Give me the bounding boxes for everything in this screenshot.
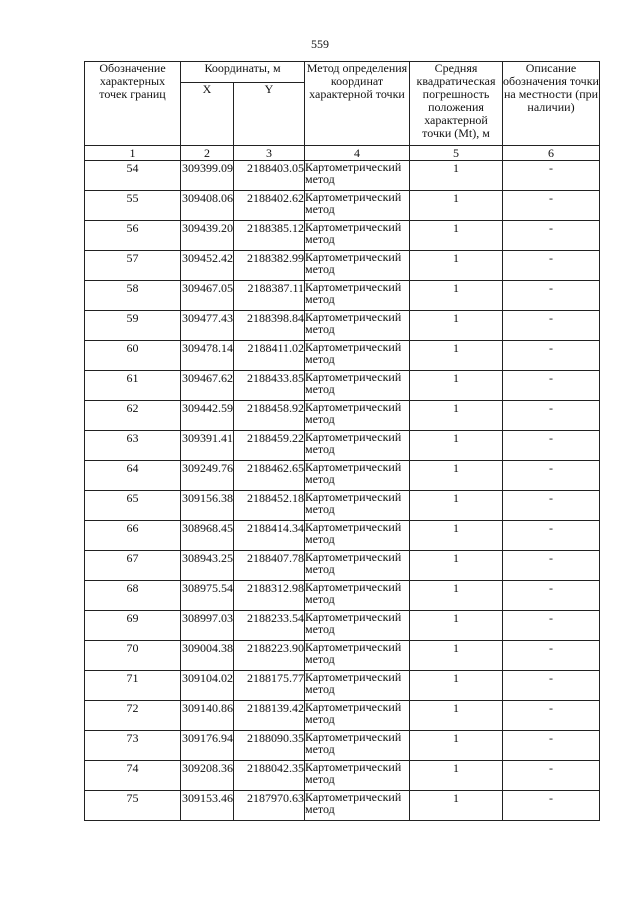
point-number-cell: 71 — [85, 671, 181, 701]
page-number: 559 — [311, 37, 329, 51]
y-coordinate-cell: 2188387.11 — [234, 281, 305, 311]
point-number-cell: 69 — [85, 611, 181, 641]
method-cell: Картометрический метод — [305, 191, 410, 221]
x-coordinate-cell: 309439.20 — [181, 221, 234, 251]
y-coordinate-cell: 2188433.85 — [234, 371, 305, 401]
table-row — [85, 281, 600, 311]
header-method: Метод определения координат характерной точки — [305, 62, 410, 146]
description-cell: - — [503, 341, 600, 371]
point-number-cell: 59 — [85, 311, 181, 341]
x-coordinate-cell: 309477.43 — [181, 311, 234, 341]
method-cell: Картометрический метод — [305, 371, 410, 401]
error-cell: 1 — [410, 371, 503, 401]
table-row — [85, 581, 600, 611]
coordinates-table — [84, 61, 600, 821]
header-coords: Координаты, м — [181, 62, 305, 83]
error-cell: 1 — [410, 581, 503, 611]
x-coordinate-cell: 309478.14 — [181, 341, 234, 371]
error-cell: 1 — [410, 521, 503, 551]
column-numbers-row — [85, 146, 600, 161]
method-cell: Картометрический метод — [305, 641, 410, 671]
error-cell: 1 — [410, 401, 503, 431]
method-cell: Картометрический метод — [305, 731, 410, 761]
method-cell: Картометрический метод — [305, 341, 410, 371]
table-header — [85, 62, 600, 161]
method-cell: Картометрический метод — [305, 671, 410, 701]
table-row — [85, 791, 600, 821]
table-row — [85, 761, 600, 791]
x-coordinate-cell: 309004.38 — [181, 641, 234, 671]
header-point: Обозначение характерных точек границ — [85, 62, 181, 146]
description-cell: - — [503, 371, 600, 401]
error-cell: 1 — [410, 701, 503, 731]
x-coordinate-cell: 309442.59 — [181, 401, 234, 431]
y-coordinate-cell: 2188382.99 — [234, 251, 305, 281]
error-cell: 1 — [410, 341, 503, 371]
method-cell: Картометрический метод — [305, 491, 410, 521]
point-number-cell: 54 — [85, 161, 181, 191]
column-number: 5 — [410, 146, 503, 161]
y-coordinate-cell: 2188312.98 — [234, 581, 305, 611]
x-coordinate-cell: 309249.76 — [181, 461, 234, 491]
y-coordinate-cell: 2188411.02 — [234, 341, 305, 371]
point-number-cell: 61 — [85, 371, 181, 401]
table-row — [85, 161, 600, 191]
column-number: 3 — [234, 146, 305, 161]
description-cell: - — [503, 641, 600, 671]
description-cell: - — [503, 611, 600, 641]
y-coordinate-cell: 2188175.77 — [234, 671, 305, 701]
point-number-cell: 73 — [85, 731, 181, 761]
point-number-cell: 75 — [85, 791, 181, 821]
error-cell: 1 — [410, 191, 503, 221]
y-coordinate-cell: 2188223.90 — [234, 641, 305, 671]
error-cell: 1 — [410, 761, 503, 791]
y-coordinate-cell: 2188459.22 — [234, 431, 305, 461]
table-row — [85, 191, 600, 221]
method-cell: Картометрический метод — [305, 521, 410, 551]
error-cell: 1 — [410, 251, 503, 281]
x-coordinate-cell: 309176.94 — [181, 731, 234, 761]
description-cell: - — [503, 191, 600, 221]
error-cell: 1 — [410, 491, 503, 521]
description-cell: - — [503, 401, 600, 431]
description-cell: - — [503, 701, 600, 731]
point-number-cell: 56 — [85, 221, 181, 251]
y-coordinate-cell: 2188458.92 — [234, 401, 305, 431]
column-number: 6 — [503, 146, 600, 161]
y-coordinate-cell: 2188233.54 — [234, 611, 305, 641]
x-coordinate-cell: 309467.05 — [181, 281, 234, 311]
x-coordinate-cell: 308997.03 — [181, 611, 234, 641]
x-coordinate-cell: 309452.42 — [181, 251, 234, 281]
table-row — [85, 401, 600, 431]
method-cell: Картометрический метод — [305, 431, 410, 461]
method-cell: Картометрический метод — [305, 161, 410, 191]
method-cell: Картометрический метод — [305, 581, 410, 611]
error-cell: 1 — [410, 551, 503, 581]
x-coordinate-cell: 308975.54 — [181, 581, 234, 611]
y-coordinate-cell: 2188462.65 — [234, 461, 305, 491]
table-row — [85, 371, 600, 401]
point-number-cell: 70 — [85, 641, 181, 671]
description-cell: - — [503, 251, 600, 281]
description-cell: - — [503, 281, 600, 311]
point-number-cell: 68 — [85, 581, 181, 611]
column-number: 2 — [181, 146, 234, 161]
point-number-cell: 66 — [85, 521, 181, 551]
description-cell: - — [503, 461, 600, 491]
method-cell: Картометрический метод — [305, 761, 410, 791]
method-cell: Картометрический метод — [305, 551, 410, 581]
table-body — [85, 161, 600, 821]
description-cell: - — [503, 551, 600, 581]
x-coordinate-cell: 309208.36 — [181, 761, 234, 791]
method-cell: Картометрический метод — [305, 281, 410, 311]
error-cell: 1 — [410, 221, 503, 251]
method-cell: Картометрический метод — [305, 311, 410, 341]
description-cell: - — [503, 761, 600, 791]
x-coordinate-cell: 309408.06 — [181, 191, 234, 221]
method-cell: Картометрический метод — [305, 611, 410, 641]
table-row — [85, 431, 600, 461]
header-x: X — [181, 83, 234, 146]
column-number: 4 — [305, 146, 410, 161]
y-coordinate-cell: 2187970.63 — [234, 791, 305, 821]
y-coordinate-cell: 2188139.42 — [234, 701, 305, 731]
x-coordinate-cell: 309391.41 — [181, 431, 234, 461]
y-coordinate-cell: 2188402.62 — [234, 191, 305, 221]
table-row — [85, 671, 600, 701]
error-cell: 1 — [410, 731, 503, 761]
y-coordinate-cell: 2188398.84 — [234, 311, 305, 341]
method-cell: Картометрический метод — [305, 221, 410, 251]
method-cell: Картометрический метод — [305, 251, 410, 281]
y-coordinate-cell: 2188414.34 — [234, 521, 305, 551]
method-cell: Картометрический метод — [305, 461, 410, 491]
description-cell: - — [503, 581, 600, 611]
point-number-cell: 72 — [85, 701, 181, 731]
point-number-cell: 55 — [85, 191, 181, 221]
method-cell: Картометрический метод — [305, 701, 410, 731]
y-coordinate-cell: 2188452.18 — [234, 491, 305, 521]
header-y: Y — [234, 83, 305, 146]
method-cell: Картометрический метод — [305, 401, 410, 431]
error-cell: 1 — [410, 611, 503, 641]
description-cell: - — [503, 491, 600, 521]
error-cell: 1 — [410, 161, 503, 191]
y-coordinate-cell: 2188403.05 — [234, 161, 305, 191]
y-coordinate-cell: 2188090.35 — [234, 731, 305, 761]
table-row — [85, 551, 600, 581]
error-cell: 1 — [410, 641, 503, 671]
table-row — [85, 341, 600, 371]
table-row — [85, 731, 600, 761]
point-number-cell: 60 — [85, 341, 181, 371]
description-cell: - — [503, 731, 600, 761]
description-cell: - — [503, 431, 600, 461]
y-coordinate-cell: 2188042.35 — [234, 761, 305, 791]
y-coordinate-cell: 2188385.12 — [234, 221, 305, 251]
table-row — [85, 461, 600, 491]
x-coordinate-cell: 309156.38 — [181, 491, 234, 521]
error-cell: 1 — [410, 311, 503, 341]
error-cell: 1 — [410, 461, 503, 491]
x-coordinate-cell: 309467.62 — [181, 371, 234, 401]
point-number-cell: 57 — [85, 251, 181, 281]
table-row — [85, 311, 600, 341]
table-row — [85, 251, 600, 281]
point-number-cell: 58 — [85, 281, 181, 311]
x-coordinate-cell: 308968.45 — [181, 521, 234, 551]
point-number-cell: 63 — [85, 431, 181, 461]
x-coordinate-cell: 309399.09 — [181, 161, 234, 191]
error-cell: 1 — [410, 281, 503, 311]
method-cell: Картометрический метод — [305, 791, 410, 821]
description-cell: - — [503, 161, 600, 191]
column-number: 1 — [85, 146, 181, 161]
description-cell: - — [503, 221, 600, 251]
header-error: Средняя квадратическая погрешность положения характерной точки (Mt), м — [410, 62, 503, 146]
point-number-cell: 67 — [85, 551, 181, 581]
point-number-cell: 74 — [85, 761, 181, 791]
x-coordinate-cell: 309140.86 — [181, 701, 234, 731]
table-row — [85, 611, 600, 641]
header-description: Описание обозначения точки на местности (при наличии) — [503, 62, 600, 146]
point-number-cell: 62 — [85, 401, 181, 431]
y-coordinate-cell: 2188407.78 — [234, 551, 305, 581]
description-cell: - — [503, 671, 600, 701]
point-number-cell: 64 — [85, 461, 181, 491]
table-row — [85, 521, 600, 551]
description-cell: - — [503, 791, 600, 821]
x-coordinate-cell: 308943.25 — [181, 551, 234, 581]
error-cell: 1 — [410, 671, 503, 701]
table-row — [85, 641, 600, 671]
table-row — [85, 221, 600, 251]
point-number-cell: 65 — [85, 491, 181, 521]
error-cell: 1 — [410, 431, 503, 461]
description-cell: - — [503, 311, 600, 341]
error-cell: 1 — [410, 791, 503, 821]
x-coordinate-cell: 309104.02 — [181, 671, 234, 701]
description-cell: - — [503, 521, 600, 551]
x-coordinate-cell: 309153.46 — [181, 791, 234, 821]
table-row — [85, 491, 600, 521]
table-row — [85, 701, 600, 731]
